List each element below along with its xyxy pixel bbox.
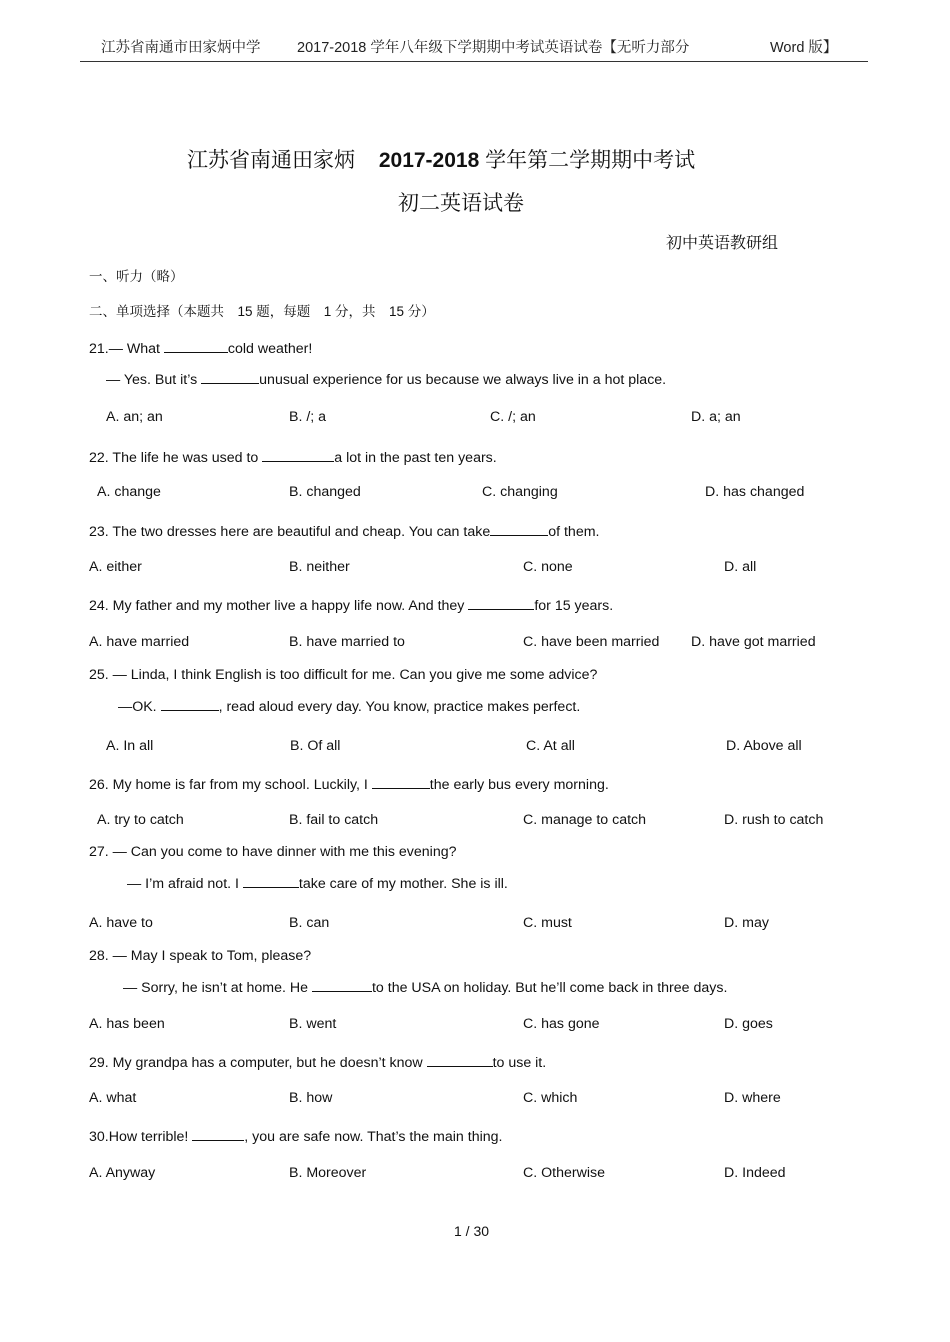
option-24-d: D. have got married — [691, 634, 816, 650]
answer-blank — [262, 448, 334, 462]
q-text: to the USA on holiday. But he’ll come back in three days. — [371, 980, 728, 996]
q-text: ―OK. — [118, 699, 161, 715]
option-29-b: B. how — [289, 1090, 333, 1106]
header-school: 江苏省南通市田家炳中学 — [101, 40, 261, 56]
option-22-d: D. has changed — [705, 484, 805, 500]
q-text: ― Sorry, he isn’t at home. He — [123, 980, 312, 996]
answer-blank — [372, 775, 430, 789]
q-text: ― Yes. But it’s — [106, 372, 202, 388]
answer-blank — [312, 978, 372, 992]
q-text: ― I’m afraid not. I — [127, 876, 243, 892]
option-28-d: D. goes — [724, 1016, 773, 1032]
q-text: 24. My father and my mother live a happy life now. And they — [89, 598, 469, 614]
q-text: , read aloud every day. You know, practice makes perfect. — [218, 699, 581, 715]
option-21-c: C. /; an — [490, 409, 536, 425]
option-25-d: D. Above all — [726, 738, 802, 754]
question-27-line-1: 27. ― Can you come to have dinner with me this evening? — [89, 844, 457, 860]
answer-blank — [468, 596, 534, 610]
title-year: 2017-2018 — [378, 149, 480, 172]
answer-blank — [164, 339, 228, 353]
q-text: 21.― What — [89, 341, 164, 357]
q-text: cold weather! — [227, 341, 313, 357]
option-25-b: B. Of all — [290, 738, 341, 754]
page-number: 1 / 30 — [454, 1223, 490, 1239]
question-25-line-2 — [118, 697, 580, 715]
question-27-line-2 — [127, 874, 508, 892]
q-text: 26. My home is far from my school. Luckily, I — [89, 777, 372, 793]
question-28-line-1: 28. ― May I speak to Tom, please? — [89, 948, 312, 964]
title-suffix: 学年第二学期期中考试 — [485, 149, 696, 172]
q-text: 29. My grandpa has a computer, but he doesn’t know — [89, 1055, 427, 1071]
option-23-d: D. all — [724, 559, 757, 575]
header-exam: 2017-2018 学年八年级下学期期中考试英语试卷【无听力部分 — [297, 40, 690, 56]
q-text: take care of my mother. She is ill. — [298, 876, 508, 892]
option-28-c: C. has gone — [523, 1016, 600, 1032]
header-divider — [80, 61, 868, 62]
section-listening: 一、听力（略） — [89, 269, 184, 284]
option-26-c: C. manage to catch — [523, 812, 647, 828]
answer-blank — [201, 370, 259, 384]
option-30-b: B. Moreover — [289, 1165, 367, 1181]
title-prefix: 江苏省南通田家炳 — [187, 149, 355, 172]
q-text: to use it. — [492, 1055, 547, 1071]
option-21-d: D. a; an — [691, 409, 741, 425]
option-25-a: A. In all — [106, 738, 154, 754]
option-27-b: B. can — [289, 915, 330, 931]
question-21-line-1 — [89, 339, 312, 357]
q-text: 22. The life he was used to — [89, 450, 263, 466]
option-22-b: B. changed — [289, 484, 361, 500]
option-22-a: A. change — [97, 484, 161, 500]
question-25-line-1: 25. ― Linda, I think English is too difficult for me. Can you give me some advice? — [89, 667, 598, 683]
option-21-a: A. an; an — [106, 409, 163, 425]
option-25-c: C. At all — [526, 738, 575, 754]
question-21-line-2 — [106, 370, 666, 388]
option-21-b: B. /; a — [289, 409, 327, 425]
option-24-c: C. have been married — [523, 634, 660, 650]
q-text: unusual experience for us because we always live in a hot place. — [259, 372, 667, 388]
q-text: , you are safe now. That’s the main thing. — [244, 1129, 503, 1145]
option-24-b: B. have married to — [289, 634, 405, 650]
answer-blank — [490, 522, 548, 536]
option-29-a: A. what — [89, 1090, 137, 1106]
q-text: for 15 years. — [534, 598, 614, 614]
q-text: a lot in the past ten years. — [334, 450, 497, 466]
answer-blank — [192, 1127, 244, 1141]
question-28-line-2 — [123, 978, 727, 996]
author: 初中英语教研组 — [666, 235, 779, 252]
question-22 — [89, 448, 497, 466]
question-23 — [89, 522, 599, 540]
question-29 — [89, 1053, 546, 1071]
option-26-b: B. fail to catch — [289, 812, 379, 828]
option-29-c: C. which — [523, 1090, 578, 1106]
option-28-a: A. has been — [89, 1016, 165, 1032]
page-title — [187, 144, 695, 174]
q-text: 23. The two dresses here are beautiful and cheap. You can take — [89, 524, 491, 540]
option-26-d: D. rush to catch — [724, 812, 824, 828]
page-subtitle: 初二英语试卷 — [398, 192, 524, 215]
question-30 — [89, 1127, 502, 1145]
option-24-a: A. have married — [89, 634, 190, 650]
answer-blank — [243, 874, 299, 888]
option-28-b: B. went — [289, 1016, 337, 1032]
question-26 — [89, 775, 609, 793]
answer-blank — [161, 697, 219, 711]
option-30-d: D. Indeed — [724, 1165, 786, 1181]
header-format: Word 版】 — [770, 40, 838, 56]
option-30-c: C. Otherwise — [523, 1165, 605, 1181]
option-26-a: A. try to catch — [97, 812, 184, 828]
q-text: the early bus every morning. — [429, 777, 609, 793]
option-30-a: A. Anyway — [89, 1165, 156, 1181]
question-24 — [89, 596, 613, 614]
option-27-d: D. may — [724, 915, 769, 931]
option-23-b: B. neither — [289, 559, 350, 575]
option-27-a: A. have to — [89, 915, 153, 931]
section-single-choice: 二、单项选择（本题共 15 题，每题 1 分，共 15 分） — [89, 304, 435, 319]
option-23-c: C. none — [523, 559, 573, 575]
q-text: of them. — [548, 524, 600, 540]
answer-blank — [427, 1053, 493, 1067]
option-23-a: A. either — [89, 559, 142, 575]
q-text: 30.How terrible! — [89, 1129, 193, 1145]
option-27-c: C. must — [523, 915, 572, 931]
option-29-d: D. where — [724, 1090, 781, 1106]
option-22-c: C. changing — [482, 484, 558, 500]
